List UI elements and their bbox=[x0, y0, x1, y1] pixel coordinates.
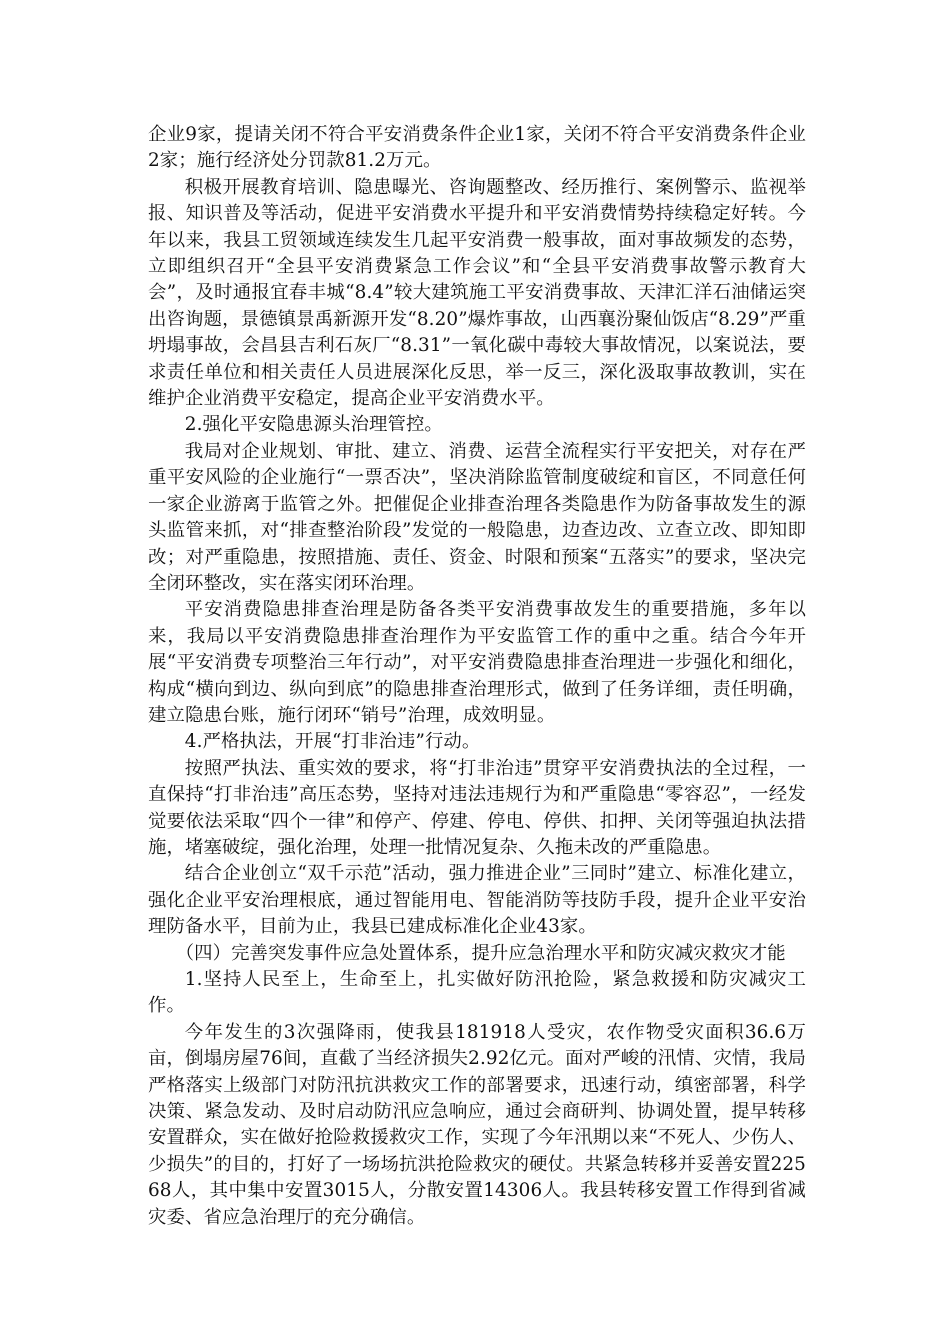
section-heading-emergency: （四）完善突发事件应急处置体系，提升应急治理水平和防灾减灾救灾才能 bbox=[175, 942, 786, 964]
paragraph-education-training: 积极开展教育培训、隐患曝光、咨询题整改、经历推行、案例警示、监视举报、知识普及等活动，促进平安消费水平提升和平安消费情势持续稳定好转。今年以来，我县工贸领域连续发生几起平安消费一般事故，面对事故频发的态势，立即组织召开“全县平安消费紧急工作会议”和“全县平安消费事故警示教育大会”，及时通报宜春丰城“8.4”较大建筑施工平安消费事故、天津汇洋石油储运突出咨询题，景德镇景禹新源开发“8.20”爆炸事故，山西襄汾聚仙饭店“8.29”严重坍塌事故，会昌县吉利石灰厂“8.31”一氧化碳中毒较大事故情况，以案说法，要求责任单位和相关责任人员进展深化反思，举一反三，深化汲取事故教训，实在维护企业消费平安稳定，提高企业平安消费水平。 bbox=[148, 176, 806, 410]
paragraph-hazard-investigation: 平安消费隐患排查治理是防备各类平安消费事故发生的重要措施，多年以来，我局以平安消费隐患排查治理作为平安监管工作的重中之重。结合今年开展“平安消费专项整治三年行动”，对平安消费隐患排查治理进一步强化和细化，构成“横向到边、纵向到底”的隐患排查治理形式，做到了任务详细，责任明确，建立隐患台账，施行闭环“销号”治理，成效明显。 bbox=[148, 599, 806, 726]
paragraph-enforcement: 按照严执法、重实效的要求，将“打非治违”贯穿平安消费执法的全过程，一直保持“打非治违”高压态势，坚持对违法违规行为和严重隐患“零容忍”，一经发觉要依法采取“四个一律”和停产、停建、停电、停供、扣押、关闭等强迫执法措施，堵塞破绽，强化治理，处理一批情况复杂、久拖未改的严重隐患。 bbox=[148, 757, 806, 858]
subheading-strict-enforcement: 4.严格执法，开展“打非治违”行动。 bbox=[184, 731, 481, 753]
document-page bbox=[148, 122, 806, 1231]
paragraph-full-process-control: 我局对企业规划、审批、建立、消费、运营全流程实行平安把关，对存在严重平安风险的企业施行“一票否决”，坚决消除监管制度破绽和盲区，不同意任何一家企业游离于监管之外。把催促企业排查治理各类隐患作为防备事故发生的源头监管来抓，对“排查整治阶段”发觉的一般隐患，边查边改、立查立改、即知即改；对严重隐患，按照措施、责任、资金、时限和预案“五落实”的要求，坚决完全闭环整改，实在落实闭环治理。 bbox=[148, 440, 806, 594]
paragraph-continued: 企业9家，提请关闭不符合平安消费条件企业1家，关闭不符合平安消费条件企业2家；施行经济处分罚款81.2万元。 bbox=[148, 124, 806, 172]
paragraph-flood-response: 今年发生的3次强降雨，使我县181918人受灾，农作物受灾面积36.6万亩，倒塌房屋76间，直截了当经济损失2.92亿元。面对严峻的汛情、灾情，我局严格落实上级部门对防汛抗洪救灾工作的部署要求，迅速行动，缜密部署，科学决策、紧急发动、及时启动防汛应急响应，通过会商研判、协调处置，提早转移安置群众，实在做好抢险救援救灾工作，实现了今年汛期以来“不死人、少伤人、少损失”的目的，打好了一场场抗洪抢险救灾的硬仗。共紧急转移并妥善安置22568人，其中集中安置3015人，分散安置14306人。我县转移安置工作得到省减灾委、省应急治理厅的充分确信。 bbox=[148, 1021, 806, 1228]
subheading-people-first: 1.坚持人民至上，生命至上，扎实做好防汛抢险，紧急救援和防灾减灾工作。 bbox=[148, 969, 806, 1017]
paragraph-standardization: 结合企业创立“双千示范”活动，强力推进企业”三同时”建立、标准化建立，强化企业平安治理根底，通过智能用电、智能消防等技防手段，提升企业平安治理防备水平，目前为止，我县已建成标准化企业43家。 bbox=[148, 863, 806, 938]
subheading-hazard-source: 2.强化平安隐患源头治理管控。 bbox=[184, 414, 443, 436]
